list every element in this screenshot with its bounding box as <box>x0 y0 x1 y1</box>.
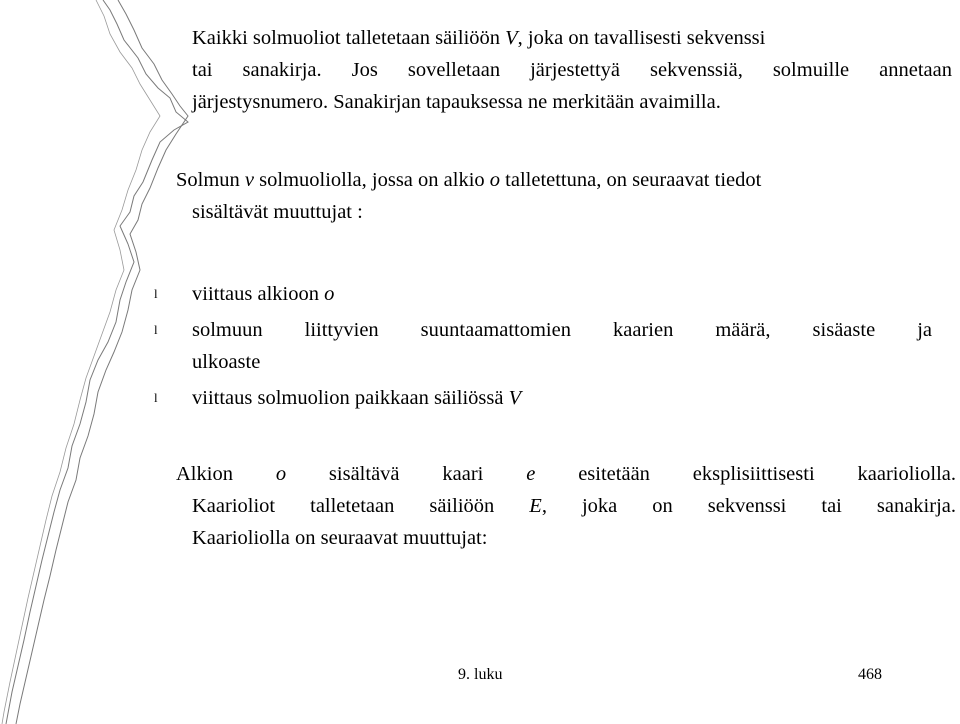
list-item-3-text: viittaus solmuolion paikkaan säiliössä <box>192 387 509 409</box>
list-item-2-line-1: solmuun liittyvien suuntaamattomien kaarien määrä, sisäaste ja <box>192 319 932 341</box>
p3-line2-pre: Kaarioliot talletetaan säiliöön <box>192 495 530 517</box>
var-V: V <box>505 27 518 49</box>
footer-chapter: 9. luku <box>458 666 503 683</box>
paragraph-edge-object <box>176 458 956 554</box>
paragraph-storage-line-1 <box>192 22 952 54</box>
paragraph-node-object <box>176 164 956 228</box>
p2-seg-3: talletettuna, on seuraavat tiedot <box>500 169 762 191</box>
bullet-marker-2: l <box>154 322 158 337</box>
bullet-marker-1: l <box>154 286 158 301</box>
var-e: e <box>526 463 536 485</box>
var-o-item: o <box>324 283 335 305</box>
paragraph-storage-line-2: tai sanakirja. Jos sovelletaan järjestettyä sekvenssiä, solmuille annetaan <box>192 59 952 81</box>
torn-page-edge <box>0 0 200 724</box>
p3-line2-post: , joka on sekvenssi tai sanakirja. <box>541 495 956 517</box>
var-o: o <box>489 169 501 191</box>
paragraph-node-line-1 <box>176 164 956 196</box>
list-item-degree <box>192 314 932 378</box>
list-item-1-text: viittaus alkioon <box>192 283 325 305</box>
var-E: E <box>529 495 542 517</box>
p3-seg-2: sisältävä kaari <box>286 463 527 485</box>
torn-edge-line-2 <box>16 0 188 724</box>
paragraph-node-line-2: sisältävät muuttujat : <box>192 201 363 223</box>
list-item-position-reference <box>192 382 932 414</box>
p2-seg-2: solmuoliolla, jossa on alkio <box>254 169 490 191</box>
p1-seg-1: Kaikki solmuoliot talletetaan säiliöön <box>192 27 506 49</box>
p3-seg-3: esitetään eksplisiittisesti kaarioliolla. <box>535 463 956 485</box>
p3-seg-1: Alkion <box>176 463 276 485</box>
p1-seg-2: , joka on tavallisesti sekvenssi <box>517 27 766 49</box>
paragraph-storage <box>192 22 952 118</box>
torn-edge-line-1 <box>6 0 188 724</box>
paragraph-edge-line-2 <box>176 490 956 522</box>
bullet-marker-3: l <box>154 390 158 405</box>
list-item-element-reference <box>192 278 932 310</box>
torn-edge-line-3 <box>2 0 160 724</box>
var-V-item: V <box>508 387 522 409</box>
var-o-edge: o <box>275 463 287 485</box>
list-item-2-line-2: ulkoaste <box>192 351 261 373</box>
p2-seg-1: Solmun <box>176 169 245 191</box>
footer-page-number: 468 <box>858 666 882 683</box>
paragraph-edge-line-3: Kaarioliolla on seuraavat muuttujat: <box>192 527 488 549</box>
paragraph-edge-line-1 <box>176 458 956 490</box>
var-v: v <box>244 169 255 191</box>
paragraph-storage-line-3: järjestysnumero. Sanakirjan tapauksessa ne merkitään avaimilla. <box>192 91 721 113</box>
